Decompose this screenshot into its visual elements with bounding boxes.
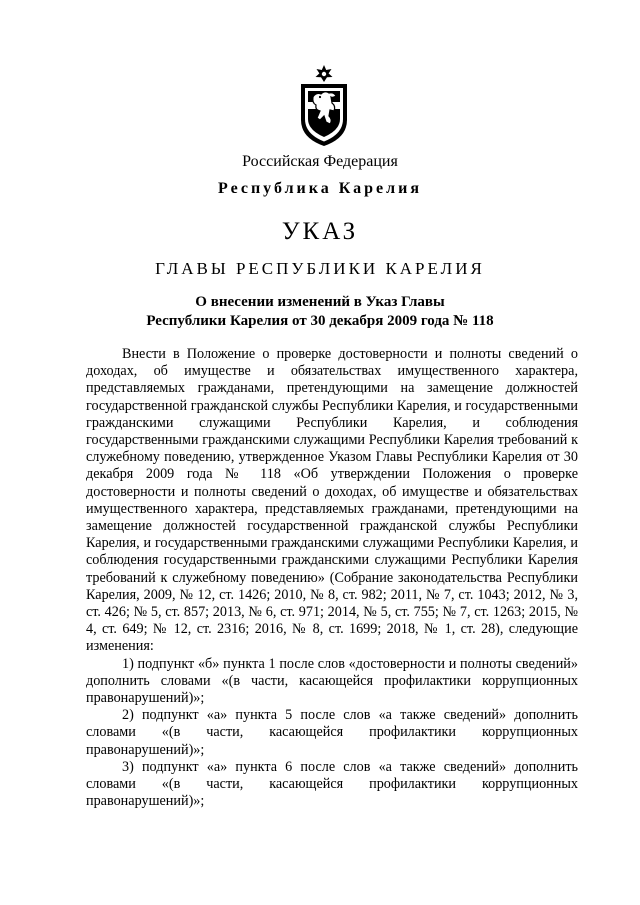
republic-name: Республика Карелия xyxy=(218,180,422,197)
intro-paragraph: Внести в Положение о проверке достоверности и полноты сведений о доходах, об имуществе и обязательствах имущественного характера, представляемых гражданами, претендующими на замещение должностей государственной гражданской службы Республики Карелия, и государственными гражданскими служащими Республики Карелия, и соблюдения государственными гражданскими служащими Республики Карелия требований к служебному поведению, утвержденное Указом Главы Республики Карелия от 30 декабря 2009 года № 118 «Об утверждении Положения о проверке достоверности и полноты сведений о доходах, об имуществе и обязательствах имущественного характера, представляемых гражданами, претендующими на замещение должностей государственной гражданской службы Республики Карелия, и государственными гражданскими служащими Республики Карелия, и соблюдения государственными гражданскими служащими Республики Карелия требований к служебному поведению» (Собрание законодательства Республики Карелия, 2009, № 12, ст. 1426; 2010, № 8, ст. 982; 2011, № 7, ст. 1043; 2012, № 3, ст. 426; № 5, ст. 857; 2013, № 6, ст. 971; 2014, № 5, ст. 755; № 7, ст. 1263; 2015, № 4, ст. 649; № 12, ст. 2316; 2016, № 8, ст. 1699; 2018, № 1, ст. 28), следующие изменения: xyxy=(86,346,578,655)
amendment-item-1: 1) подпункт «б» пункта 1 после слов «достоверности и полноты сведений» дополнить словами «(в части, касающейся профилактики коррупционных правонарушений)»; xyxy=(86,655,578,707)
country-name: Российская Федерация xyxy=(242,153,398,170)
amendment-item-3: 3) подпункт «а» пункта 6 после слов «а также сведений» дополнить словами «(в части, касающейся профилактики коррупционных правонарушений)»; xyxy=(86,758,578,810)
amendment-item-2: 2) подпункт «а» пункта 5 после слов «а также сведений» дополнить словами «(в части, касающейся профилактики коррупционных правонарушений)»; xyxy=(86,707,578,758)
document-type: УКАЗ xyxy=(281,218,359,245)
karelia-coat-of-arms-icon xyxy=(296,64,352,148)
document-title-line-2: Республики Карелия от 30 декабря 2009 года № 118 xyxy=(146,313,494,329)
issuing-authority: ГЛАВЫ РЕСПУБЛИКИ КАРЕЛИЯ xyxy=(155,259,485,278)
document-title xyxy=(0,293,640,331)
document-title-line-1: О внесении изменений в Указ Главы xyxy=(195,294,445,310)
document-body xyxy=(86,346,578,810)
